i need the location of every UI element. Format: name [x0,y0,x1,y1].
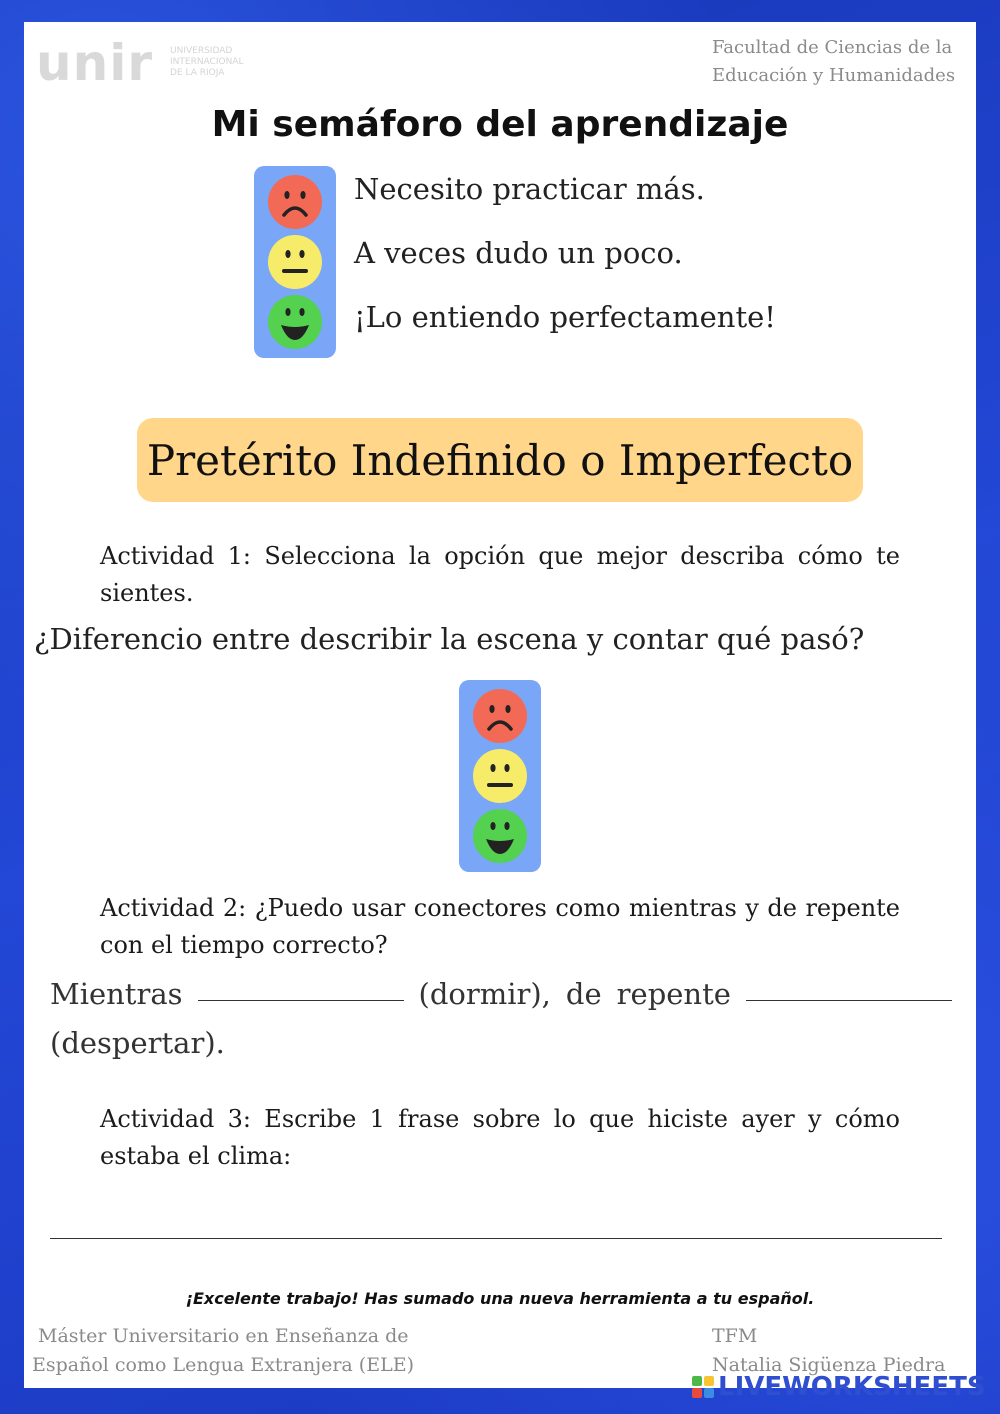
sad-face-option-icon[interactable] [472,688,528,744]
legend-red-label: Necesito practicar más. [354,172,705,206]
word-de: de [565,977,602,1011]
neutral-face-icon [267,234,323,290]
neutral-face-option-icon[interactable] [472,748,528,804]
legend-traffic-light [254,166,336,358]
blank-dormir-input[interactable] [198,970,404,1001]
sad-face-icon [267,174,323,230]
word-repente: repente [616,977,731,1011]
footer-program: Máster Universitario en Enseñanza de Español como Lengua Extranjera (ELE) [32,1325,414,1376]
legend-green-label: ¡Lo entiendo perfectamente! [354,300,776,334]
blank-despertar-input[interactable] [746,970,952,1001]
liveworksheets-watermark: LIVEWORKSHEETS [692,1372,986,1402]
verb-despertar: (despertar). [50,1026,225,1060]
footer-author: TFM Natalia Sigüenza Piedra [712,1325,946,1376]
unir-logo [36,32,276,92]
worksheet-page [24,22,976,1388]
activity-3-answer-input[interactable] [50,1238,942,1239]
closing-message: ¡Excelente trabajo! Has sumado una nueva herramienta a tu español. [185,1289,815,1308]
activity-2-exercise [50,970,952,1068]
word-mientras: Mientras [50,977,183,1011]
page-title: Mi semáforo del aprendizaje [211,104,789,145]
happy-face-option-icon[interactable] [472,808,528,864]
topic-heading: Pretérito Indefinido o Imperfecto [137,418,863,502]
happy-face-icon [267,294,323,350]
logo-subtitle: UNIVERSIDAD INTERNACIONAL DE LA RIOJA [170,46,244,78]
verb-dormir: (dormir), [418,977,551,1011]
self-assessment-traffic-light [459,680,541,872]
activity-1-question: ¿Diferencio entre describir la escena y contar qué pasó? [34,622,865,656]
legend-yellow-label: A veces dudo un poco. [354,236,683,270]
activity-2-instructions: Actividad 2: ¿Puedo usar conectores como mientras y de repente con el tiempo correcto? [100,894,900,959]
logo-wordmark: unir [36,34,153,92]
activity-1-instructions: Actividad 1: Selecciona la opción que mejor describa cómo te sientes. [100,542,900,607]
liveworksheets-logo-icon [692,1376,714,1398]
faculty-name: Facultad de Ciencias de la Educación y Humanidades [712,37,956,86]
activity-3-instructions: Actividad 3: Escribe 1 frase sobre lo que hiciste ayer y cómo estaba el clima: [100,1105,900,1170]
